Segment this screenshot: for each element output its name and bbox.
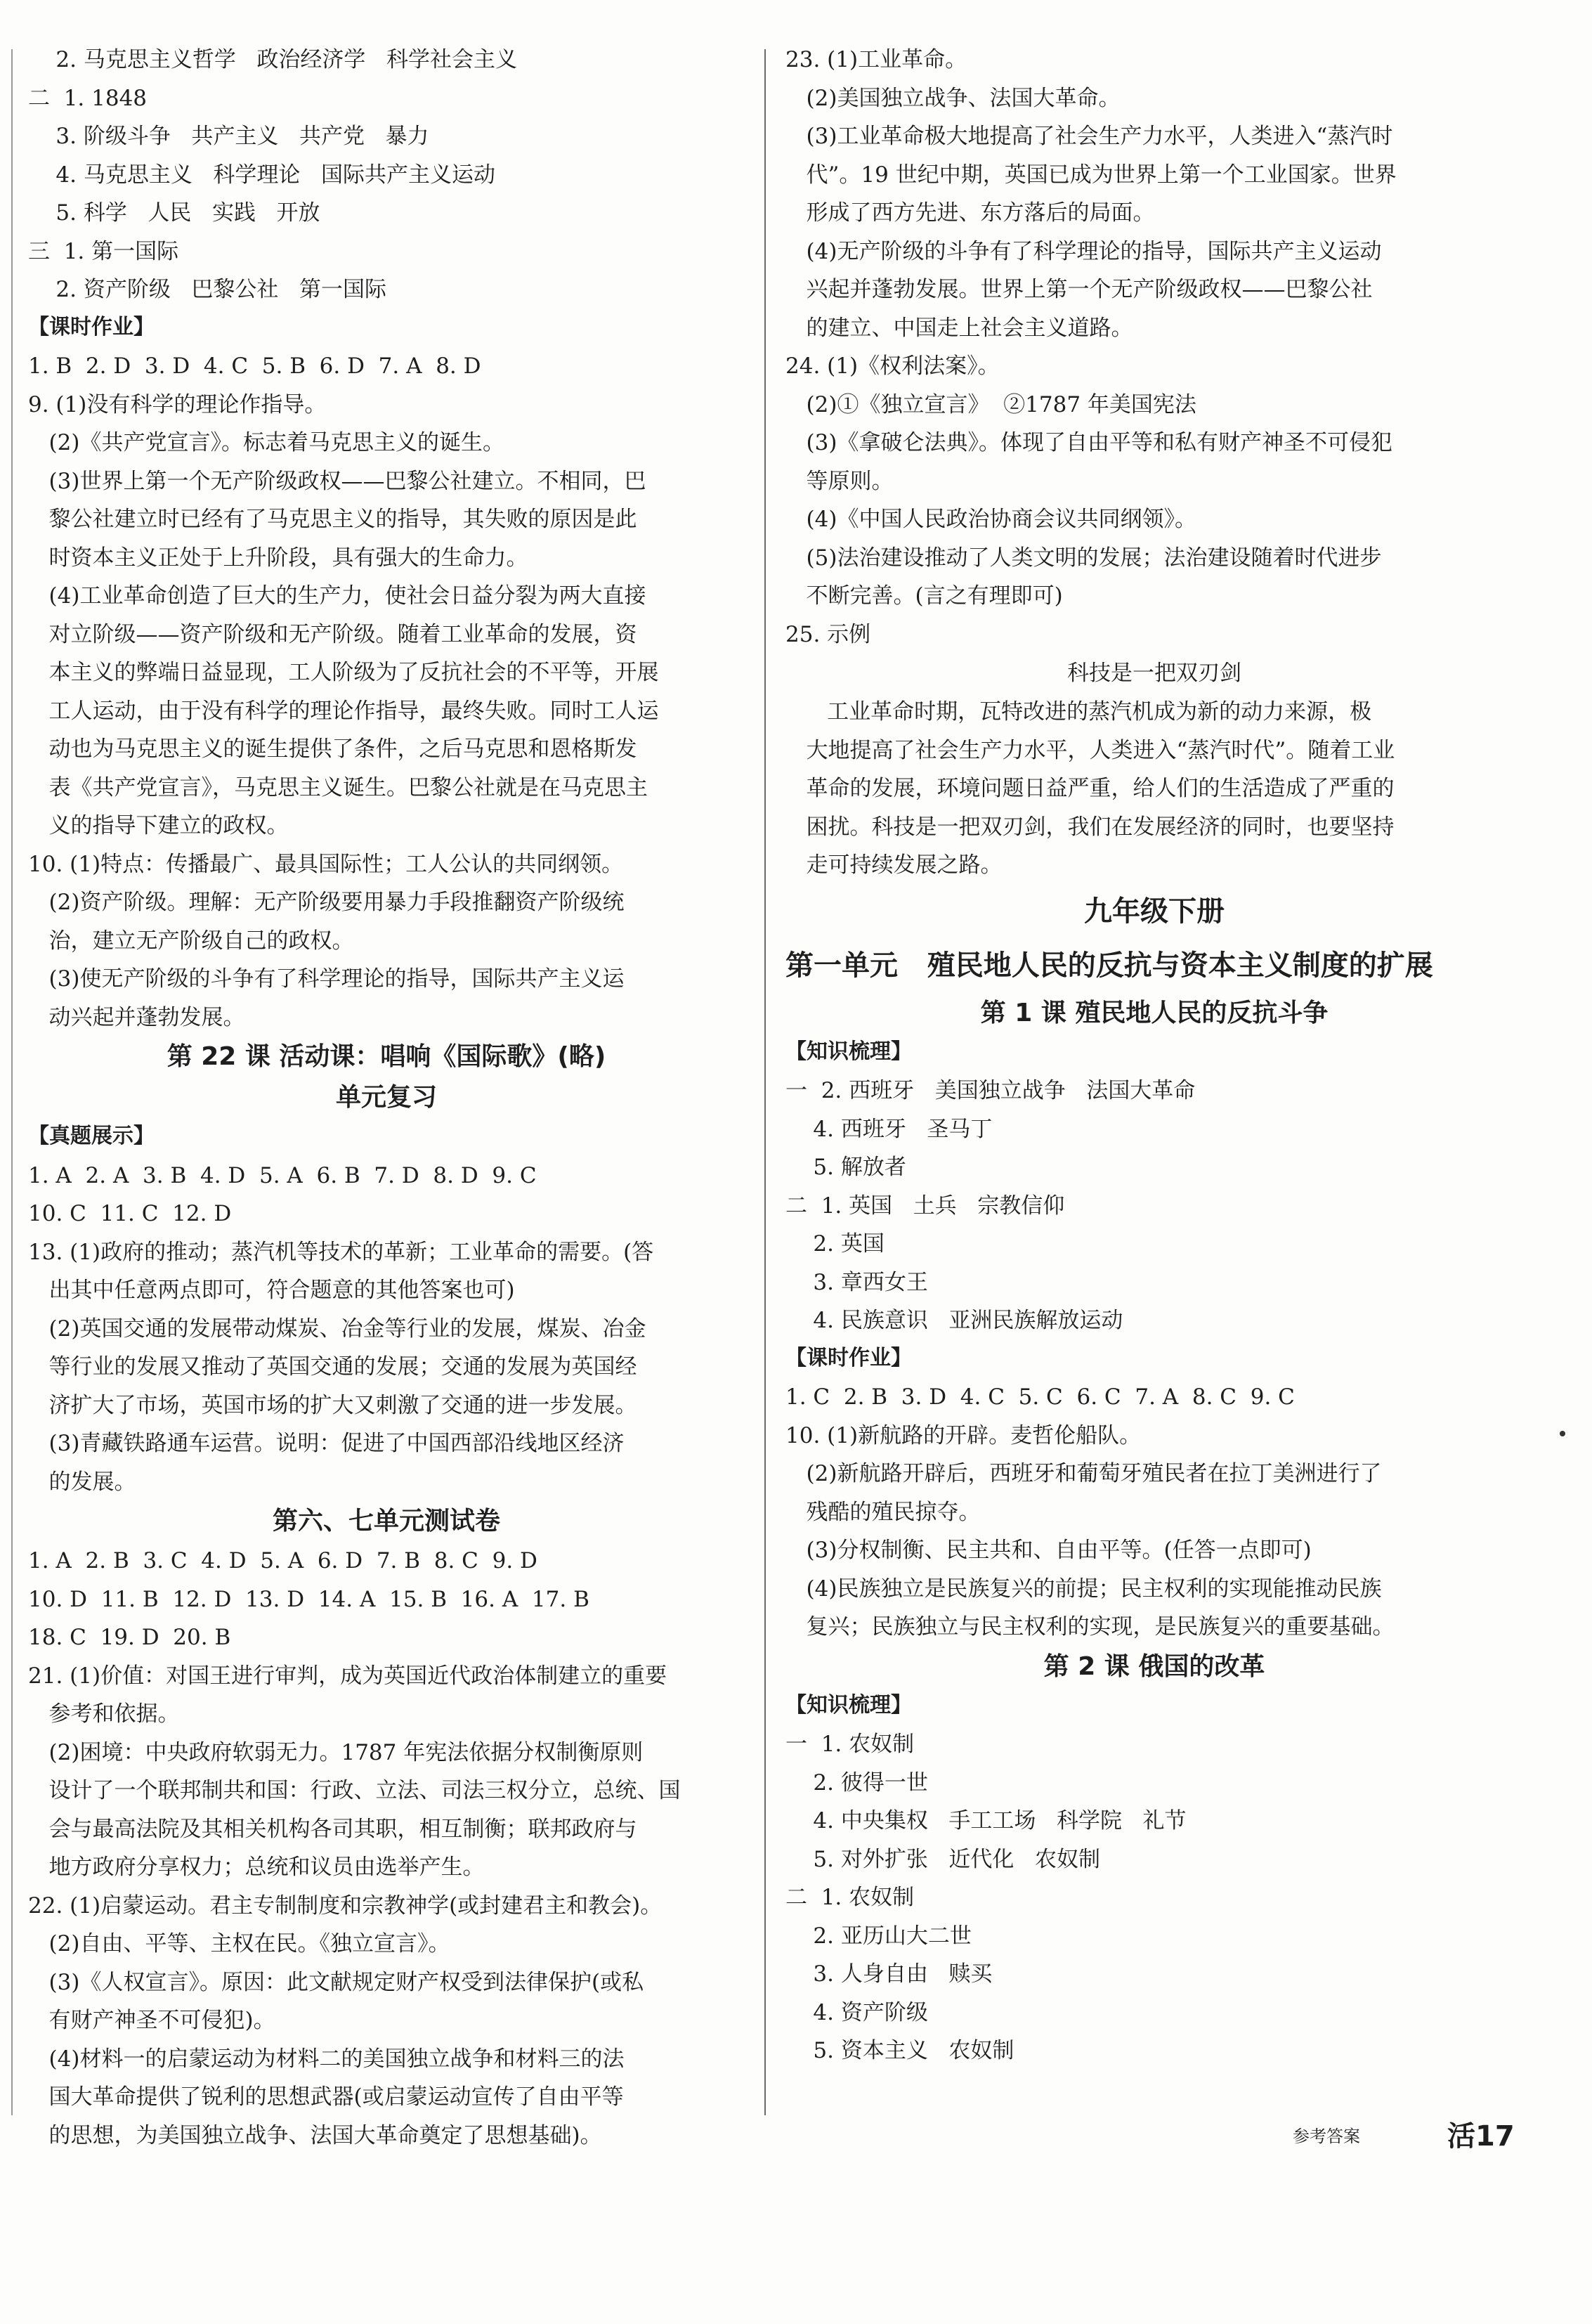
answer-line: 2. 亚历山大二世 xyxy=(785,1923,972,1949)
left-margin-rule xyxy=(11,49,13,2115)
answer-line: 工业革命时期，瓦特改进的蒸汽机成为新的动力来源，极 xyxy=(785,699,1372,725)
answer-line: (3)使无产阶级的斗争有了科学理论的指导，国际共产主义运 xyxy=(28,966,625,992)
essay-title: 科技是一把双刃剑 xyxy=(1067,661,1241,686)
answer-line: 的发展。 xyxy=(28,1469,136,1495)
answer-line: 2. 资产阶级 巴黎公社 第一国际 xyxy=(28,277,386,302)
lesson-title: 第 2 课 俄国的改革 xyxy=(1043,1651,1265,1681)
margin-dot xyxy=(1560,1431,1565,1436)
section-heading: 【课时作业】 xyxy=(785,1345,912,1370)
answer-line: 21. (1)价值：对国王进行审判，成为英国近代政治体制建立的重要 xyxy=(28,1663,667,1689)
answer-line: 10. C 11. C 12. D xyxy=(28,1201,232,1226)
answer-line: 形成了西方先进、东方落后的局面。 xyxy=(785,200,1155,226)
lesson-title: 九年级下册 xyxy=(1084,895,1225,928)
answer-line: 设计了一个联邦制共和国：行政、立法、司法三权分立，总统、国 xyxy=(28,1778,681,1803)
answer-line: 等行业的发展又推动了英国交通的发展；交通的发展为英国经 xyxy=(28,1354,637,1380)
lesson-title: 单元复习 xyxy=(335,1083,437,1112)
answer-line: 革命的发展，环境问题日益严重，给人们的生活造成了严重的 xyxy=(785,776,1395,801)
answer-line: (2)《共产党宣言》。标志着马克思主义的诞生。 xyxy=(28,430,504,455)
answer-line: 10. (1)特点：传播最广、最具国际性；工人公认的共同纲领。 xyxy=(28,851,624,877)
answer-line: 23. (1)工业革命。 xyxy=(785,47,967,72)
answer-line: 2. 马克思主义哲学 政治经济学 科学社会主义 xyxy=(28,47,517,72)
answer-line: 5. 科学 人民 实践 开放 xyxy=(28,200,320,226)
footer-label: 参考答案 xyxy=(1293,2127,1360,2146)
answer-line: 13. (1)政府的推动；蒸汽机等技术的革新；工业革命的需要。(答 xyxy=(28,1239,654,1265)
answer-line: 24. (1)《权利法案》。 xyxy=(785,353,1000,379)
answer-line: 地方政府分享权力；总统和议员由选举产生。 xyxy=(28,1855,485,1880)
page-number: 活17 xyxy=(1447,2120,1515,2153)
answer-line: 复兴；民族独立与民主权利的实现，是民族复兴的重要基础。 xyxy=(785,1614,1395,1640)
answer-line: 2. 英国 xyxy=(785,1231,885,1257)
lesson-title: 第 22 课 活动课：唱响《国际歌》(略) xyxy=(167,1042,606,1071)
answer-line: 二 1. 英国 土兵 宗教信仰 xyxy=(785,1193,1065,1219)
answer-line: (2)资产阶级。理解：无产阶级要用暴力手段推翻资产阶级统 xyxy=(28,890,625,915)
answer-line: 会与最高法院及其相关机构各司其职，相互制衡；联邦政府与 xyxy=(28,1816,637,1842)
answer-line: 二 1. 农奴制 xyxy=(785,1885,915,1910)
answer-line: 残酷的殖民掠夺。 xyxy=(785,1499,981,1525)
answer-line: 走可持续发展之路。 xyxy=(785,852,1003,878)
answer-line: (2)自由、平等、主权在民。《独立宣言》。 xyxy=(28,1931,450,1956)
answer-line: 10. D 11. B 12. D 13. D 14. A 15. B 16. A 17. B xyxy=(28,1586,589,1612)
answer-line: 对立阶级——资产阶级和无产阶级。随着工业革命的发展，资 xyxy=(28,621,637,647)
answer-line: 22. (1)启蒙运动。君主专制制度和宗教神学(或封建君主和教会)。 xyxy=(28,1893,663,1919)
answer-line: 有财产神圣不可侵犯)。 xyxy=(28,2008,275,2033)
lesson-title: 第 1 课 殖民地人民的反抗斗争 xyxy=(980,998,1329,1027)
answer-line: 5. 对外扩张 近代化 农奴制 xyxy=(785,1846,1100,1872)
answer-line: 国大革命提供了锐利的思想武器(或启蒙运动宣传了自由平等 xyxy=(28,2084,624,2110)
answer-line: 不断完善。(言之有理即可) xyxy=(785,583,1063,609)
answer-line: (4)无产阶级的斗争有了科学理论的指导，国际共产主义运动 xyxy=(785,238,1382,264)
answer-line: 兴起并蓬勃发展。世界上第一个无产阶级政权——巴黎公社 xyxy=(785,277,1373,302)
answer-line: 25. 示例 xyxy=(785,621,871,647)
section-heading: 【真题展示】 xyxy=(28,1124,155,1148)
right-column xyxy=(785,41,1523,2070)
answer-line: 的思想，为美国独立战争、法国大革命奠定了思想基础)。 xyxy=(28,2122,602,2148)
answer-line: (5)法治建设推动了人类文明的发展；法治建设随着时代进步 xyxy=(785,545,1382,571)
answer-line: 1. A 2. B 3. C 4. D 5. A 6. D 7. B 8. C 9. D xyxy=(28,1548,537,1573)
answer-line: (3)工业革命极大地提高了社会生产力水平，人类进入“蒸汽时 xyxy=(785,124,1393,149)
answer-line: 18. C 19. D 20. B xyxy=(28,1625,231,1650)
answer-line: (3)《人权宣言》。原因：此文献规定财产权受到法律保护(或私 xyxy=(28,1969,644,1995)
answer-line: (2)美国独立战争、法国大革命。 xyxy=(785,85,1121,111)
answer-line: 义的指导下建立的政权。 xyxy=(28,813,289,838)
answer-line: 的建立、中国走上社会主义道路。 xyxy=(785,315,1133,341)
answer-line: 4. 马克思主义 科学理论 国际共产主义运动 xyxy=(28,162,495,188)
answer-line: (2)困境：中央政府软弱无力。1787 年宪法依据分权制衡原则 xyxy=(28,1739,644,1765)
answer-line: (2)新航路开辟后，西班牙和葡萄牙殖民者在拉丁美洲进行了 xyxy=(785,1461,1382,1486)
section-heading: 【知识梳理】 xyxy=(785,1692,912,1718)
answer-line: 参考和依据。 xyxy=(28,1701,180,1727)
answer-line: (4)工业革命创造了巨大的生产力，使社会日益分裂为两大直接 xyxy=(28,583,646,609)
answer-line: 时资本主义正处于上升阶段，具有强大的生命力。 xyxy=(28,545,528,571)
answer-line: 三 1. 第一国际 xyxy=(28,238,179,264)
answer-line: 1. A 2. A 3. B 4. D 5. A 6. B 7. D 8. D 9. C xyxy=(28,1162,537,1188)
answer-line: 治，建立无产阶级自己的政权。 xyxy=(28,928,354,954)
lesson-title: 第一单元 殖民地人民的反抗与资本主义制度的扩展 xyxy=(785,949,1433,982)
answer-line: 4. 西班牙 圣马丁 xyxy=(785,1116,993,1142)
answer-line: 3. 章西女王 xyxy=(785,1269,928,1295)
answer-line: (3)《拿破仑法典》。体现了自由平等和私有财产神圣不可侵犯 xyxy=(785,430,1392,455)
answer-line: 一 2. 西班牙 美国独立战争 法国大革命 xyxy=(785,1078,1196,1103)
answer-line: 等原则。 xyxy=(785,468,894,494)
answer-line: 4. 中央集权 手工工场 科学院 礼节 xyxy=(785,1808,1187,1833)
answer-line: 动也为马克思主义的诞生提供了条件，之后马克思和恩格斯发 xyxy=(28,736,637,762)
answer-line: 动兴起并蓬勃发展。 xyxy=(28,1004,245,1030)
answer-line: 5. 资本主义 农奴制 xyxy=(785,2038,1014,2063)
answer-line: 4. 资产阶级 xyxy=(785,1999,928,2025)
answer-line: (2)①《独立宣言》 ②1787 年美国宪法 xyxy=(785,391,1196,417)
answer-line: 1. C 2. B 3. D 4. C 5. C 6. C 7. A 8. C 9. C xyxy=(785,1384,1295,1410)
lesson-title: 第六、七单元测试卷 xyxy=(272,1507,500,1536)
section-heading: 【知识梳理】 xyxy=(785,1039,912,1064)
answer-line: (3)分权制衡、民主共和、自由平等。(任答一点即可) xyxy=(785,1538,1312,1563)
answer-line: 3. 人身自由 赎买 xyxy=(785,1961,993,1987)
answer-line: (3)世界上第一个无产阶级政权——巴黎公社建立。不相同，巴 xyxy=(28,468,646,494)
answer-line: 本主义的弊端日益显现，工人阶级为了反抗社会的不平等，开展 xyxy=(28,660,659,685)
answer-line: 工人运动，由于没有科学的理论作指导，最终失败。同时工人运 xyxy=(28,698,659,724)
answer-line: 1. B 2. D 3. D 4. C 5. B 6. D 7. A 8. D xyxy=(28,353,481,379)
answer-line: 3. 阶级斗争 共产主义 共产党 暴力 xyxy=(28,124,429,149)
answer-line: 5. 解放者 xyxy=(785,1155,906,1180)
answer-line: 9. (1)没有科学的理论作指导。 xyxy=(28,391,327,417)
left-column xyxy=(28,41,745,2155)
answer-line: (4)材料一的启蒙运动为材料二的美国独立战争和材料三的法 xyxy=(28,2046,625,2072)
answer-line: 10. (1)新航路的开辟。麦哲伦船队。 xyxy=(785,1422,1142,1448)
answer-line: (4)民族独立是民族复兴的前提；民主权利的实现能推动民族 xyxy=(785,1576,1382,1602)
answer-line: 一 1. 农奴制 xyxy=(785,1732,915,1757)
answer-line: (2)英国交通的发展带动煤炭、冶金等行业的发展，煤炭、冶金 xyxy=(28,1316,646,1342)
answer-line: 4. 民族意识 亚洲民族解放运动 xyxy=(785,1308,1123,1333)
answer-line: 大地提高了社会生产力水平，人类进入“蒸汽时代”。随着工业 xyxy=(785,737,1395,763)
answer-line: 表《共产党宣言》，马克思主义诞生。巴黎公社就是在马克思主 xyxy=(28,774,648,800)
section-heading: 【课时作业】 xyxy=(28,314,155,339)
answer-line: (4)《中国人民政治协商会议共同纲领》。 xyxy=(785,507,1196,532)
answer-line: 济扩大了市场，英国市场的扩大又刺激了交通的进一步发展。 xyxy=(28,1392,637,1418)
answer-line: 困扰。科技是一把双刃剑，我们在发展经济的同时，也要坚持 xyxy=(785,814,1395,840)
answer-line: 出其中任意两点即可，符合题意的其他答案也可) xyxy=(28,1278,515,1303)
answer-line: 2. 彼得一世 xyxy=(785,1770,928,1796)
answer-line: 二 1. 1848 xyxy=(28,85,148,111)
column-divider xyxy=(764,49,766,2115)
answer-line: 代”。19 世纪中期，英国已成为世界上第一个工业国家。世界 xyxy=(785,162,1397,188)
answer-line: (3)青藏铁路通车运营。说明：促进了中国西部沿线地区经济 xyxy=(28,1431,625,1456)
answer-line: 黎公社建立时已经有了马克思主义的指导，其失败的原因是此 xyxy=(28,507,637,532)
